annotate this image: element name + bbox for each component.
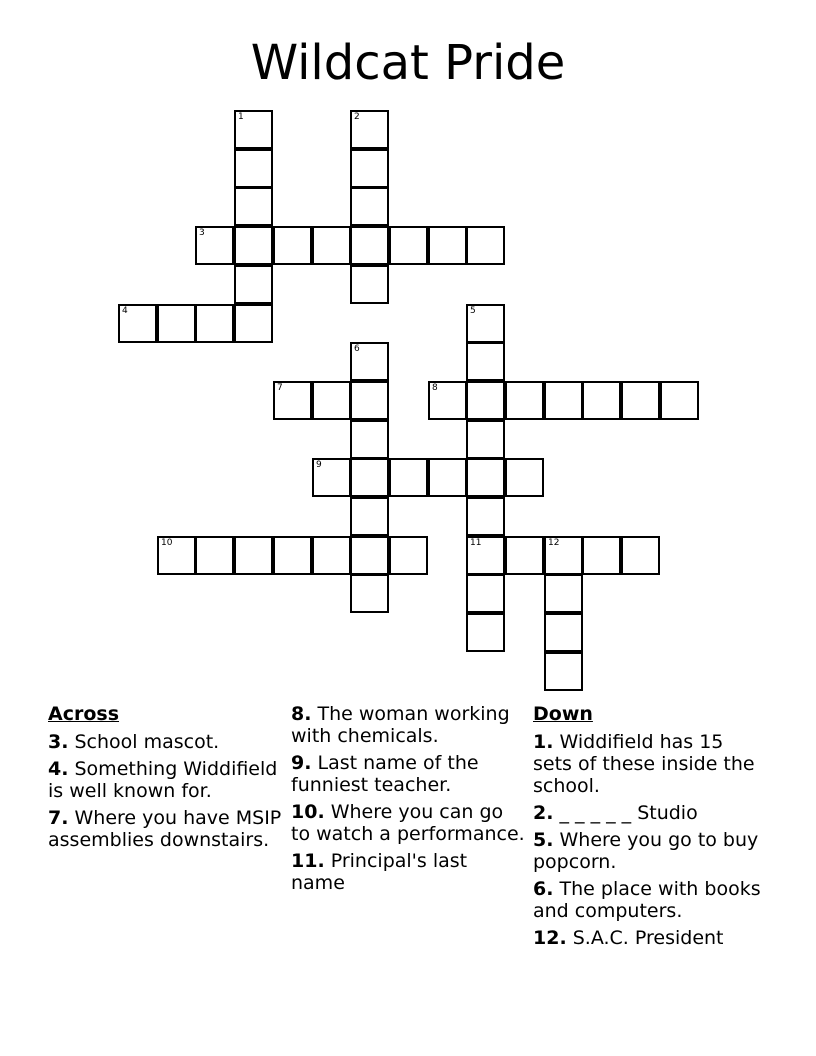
grid-cell[interactable] [350,458,389,497]
grid-cell[interactable] [466,226,505,265]
grid-cell[interactable] [234,304,273,343]
down-clue: 6. The place with books and computers. [533,878,761,922]
clue-number: 11 [470,538,482,548]
clue-number: 3 [199,228,205,238]
grid-cell[interactable] [466,536,505,575]
across-clue: 7. Where you have MSIP assemblies downstairs. [48,807,282,851]
grid-cell[interactable] [118,304,157,343]
grid-cell[interactable] [234,226,273,265]
clue-number: 7 [277,383,283,393]
grid-cell[interactable] [312,381,351,420]
grid-cell[interactable] [234,110,273,149]
grid-cell[interactable] [350,381,389,420]
grid-cell[interactable] [428,226,467,265]
grid-cell[interactable] [389,458,428,497]
grid-cell[interactable] [350,574,389,613]
clue-number: 10 [161,538,173,548]
down-heading: Down [533,703,593,725]
grid-cell[interactable] [466,458,505,497]
grid-cell[interactable] [312,226,351,265]
grid-cell[interactable] [505,458,544,497]
grid-cell[interactable] [466,381,505,420]
grid-cell[interactable] [350,536,389,575]
clue-number: 5 [470,306,476,316]
clue-number: 9 [316,460,322,470]
across-clue: 10. Where you can go to watch a performance. [291,801,525,845]
grid-cell[interactable] [544,613,583,652]
clue-number: 8 [432,383,438,393]
grid-cell[interactable] [466,342,505,381]
grid-cell[interactable] [660,381,699,420]
grid-cell[interactable] [234,536,273,575]
grid-cell[interactable] [389,226,428,265]
grid-cell[interactable] [273,381,312,420]
puzzle-title: Wildcat Pride [250,35,566,91]
grid-cell[interactable] [544,652,583,691]
across-clue: 3. School mascot. [48,731,220,753]
grid-cell[interactable] [157,536,196,575]
down-clues-column [533,703,768,954]
grid-cell[interactable] [350,187,389,226]
grid-cell[interactable] [195,304,234,343]
grid-cell[interactable] [582,381,621,420]
grid-cell[interactable] [505,536,544,575]
grid-cell[interactable] [582,536,621,575]
grid-cell[interactable] [389,536,428,575]
grid-cell[interactable] [350,149,389,188]
grid-cell[interactable] [273,536,312,575]
clue-number: 2 [354,112,360,122]
grid-cell[interactable] [350,420,389,459]
across-clue: 8. The woman working with chemicals. [291,703,510,747]
down-clue: 12. S.A.C. President [533,927,724,949]
grid-cell[interactable] [273,226,312,265]
grid-cell[interactable] [466,497,505,536]
grid-cell[interactable] [505,381,544,420]
grid-cell[interactable] [466,613,505,652]
grid-cell[interactable] [544,381,583,420]
grid-cell[interactable] [312,536,351,575]
down-clue: 2. _ _ _ _ _ Studio [533,802,698,824]
grid-cell[interactable] [544,574,583,613]
grid-cell[interactable] [350,226,389,265]
grid-cell[interactable] [466,574,505,613]
clue-number: 4 [122,306,128,316]
down-clue: 1. Widdifield has 15 sets of these inside the school. [533,731,755,797]
grid-cell[interactable] [466,420,505,459]
grid-cell[interactable] [544,536,583,575]
across-clue: 9. Last name of the funniest teacher. [291,752,479,796]
across-clue: 4. Something Widdifield is well known for. [48,758,278,802]
clue-number: 1 [238,112,244,122]
grid-cell[interactable] [195,226,234,265]
grid-cell[interactable] [195,536,234,575]
grid-cell[interactable] [350,110,389,149]
grid-cell[interactable] [234,149,273,188]
clue-number: 12 [548,538,560,548]
grid-cell[interactable] [234,187,273,226]
clue-number: 6 [354,344,360,354]
down-clue: 5. Where you go to buy popcorn. [533,829,759,873]
grid-cell[interactable] [350,265,389,304]
across-clues-column-1 [48,703,283,856]
across-clues-column-2 [291,703,526,899]
grid-cell[interactable] [621,381,660,420]
grid-cell[interactable] [350,497,389,536]
grid-cell[interactable] [157,304,196,343]
grid-cell[interactable] [428,381,467,420]
across-heading: Across [48,703,120,725]
grid-cell[interactable] [350,342,389,381]
grid-cell[interactable] [621,536,660,575]
grid-cell[interactable] [312,458,351,497]
across-clue: 11. Principal's last name [291,850,468,894]
grid-cell[interactable] [466,304,505,343]
grid-cell[interactable] [234,265,273,304]
grid-cell[interactable] [428,458,467,497]
